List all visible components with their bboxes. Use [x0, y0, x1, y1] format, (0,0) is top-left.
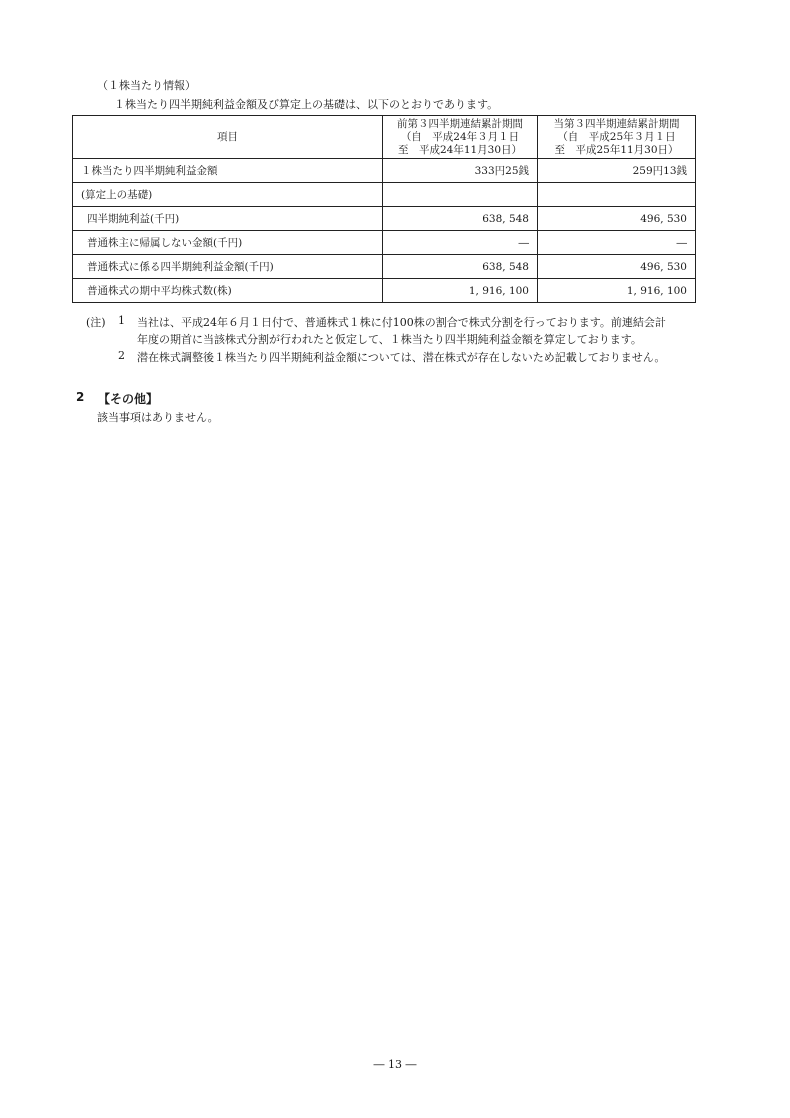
table-row — [73, 207, 696, 231]
table-row — [73, 255, 696, 279]
page-number: ― 13 ― — [373, 1058, 417, 1071]
row-label: １株当たり四半期純利益金額 — [73, 159, 383, 183]
header-prev-line: （自 平成24年３月１日 — [400, 130, 520, 143]
header-curr-line: （自 平成25年３月１日 — [557, 130, 676, 143]
row-curr-value: 259円13銭 — [538, 159, 696, 183]
section2-title: 【その他】 — [98, 392, 159, 406]
note-number: 2 — [118, 349, 125, 362]
row-label: 普通株主に帰属しない金額(千円) — [73, 231, 383, 255]
table-row — [73, 279, 696, 303]
intro-text: １株当たり四半期純利益金額及び算定上の基礎は、以下のとおりであります。 — [114, 98, 499, 111]
row-curr-value: 1, 916, 100 — [538, 279, 696, 303]
table-row — [73, 231, 696, 255]
row-curr-value: ― — [538, 231, 696, 255]
row-prev-value: ― — [383, 231, 538, 255]
row-curr-value — [538, 183, 696, 207]
header-prev-line: 前第３四半期連結累計期間 — [397, 117, 523, 130]
row-curr-value: 496, 530 — [538, 207, 696, 231]
row-label: (算定上の基礎) — [73, 183, 383, 207]
header-prev-period — [383, 116, 538, 159]
row-curr-value: 496, 530 — [538, 255, 696, 279]
row-prev-value: 333円25銭 — [383, 159, 538, 183]
eps-table — [72, 115, 696, 303]
row-label: 普通株式の期中平均株式数(株) — [73, 279, 383, 303]
note-text: 潜在株式調整後１株当たり四半期純利益金額については、潜在株式が存在しないため記載しておりません。 — [137, 351, 666, 364]
row-label: 普通株式に係る四半期純利益金額(千円) — [73, 255, 383, 279]
section2-body: 該当事項はありません。 — [97, 411, 219, 424]
note-number: 1 — [118, 314, 125, 327]
notes-label: (注) — [86, 316, 106, 329]
header-item: 項目 — [73, 116, 383, 159]
note-text: 当社は、平成24年６月１日付で、普通株式１株に付100株の割合で株式分割を行っております。前連結会計 — [137, 316, 666, 329]
table-row — [73, 183, 696, 207]
header-curr-period — [538, 116, 696, 159]
header-curr-line: 至 平成25年11月30日） — [554, 143, 679, 156]
table-header-row — [73, 116, 696, 159]
row-label: 四半期純利益(千円) — [73, 207, 383, 231]
header-prev-line: 至 平成24年11月30日） — [397, 143, 523, 156]
table-row — [73, 159, 696, 183]
row-prev-value: 638, 548 — [383, 207, 538, 231]
section2-number: 2 — [76, 390, 85, 404]
row-prev-value — [383, 183, 538, 207]
header-curr-line: 当第３四半期連結累計期間 — [553, 117, 680, 130]
note-text: 年度の期首に当該株式分割が行われたと仮定して、１株当たり四半期純利益金額を算定しております。 — [137, 333, 642, 346]
row-prev-value: 638, 548 — [383, 255, 538, 279]
row-prev-value: 1, 916, 100 — [383, 279, 538, 303]
section-heading: （１株当たり情報） — [97, 79, 196, 92]
